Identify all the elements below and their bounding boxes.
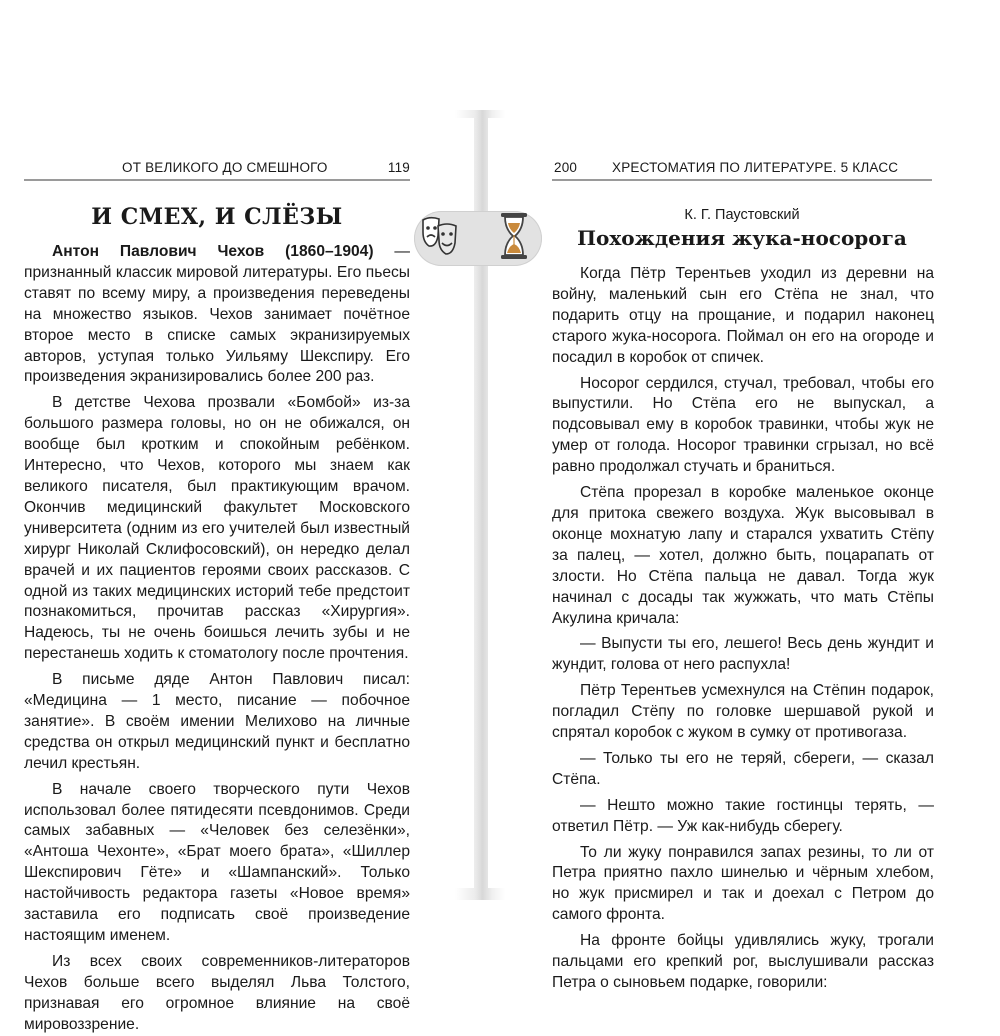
left-page [12, 118, 474, 1033]
left-body-text [24, 242, 410, 1036]
right-paragraph-2: Носорог сердился, стучал, требовал, чтобы его выпустили. Но Стёпа его не выпускал, а подсовывал ему в коробок травинки, чтобы жук не умер от голода. Носорог травинки сгрызал, но всё равно продолжал стучать и браниться. [552, 374, 934, 476]
left-heading: И СМЕХ, И СЛЁЗЫ [91, 204, 343, 230]
right-paragraph-4: — Выпусти ты его, лешего! Весь день жундит и жундит, голова от него распухла! [552, 635, 934, 674]
right-header-rule [552, 179, 932, 181]
left-header-rule [24, 179, 410, 181]
right-paragraph-6: — Только ты его не теряй, сбереги, — сказал Стёпа. [552, 749, 934, 788]
right-running-head [554, 158, 932, 178]
right-paragraph-5: Пётр Терентьев усмехнулся на Стёпин подарок, погладил Стёпу по головке шершавой рукой и спрятал коробок с жуком в сумку от противогаза. [552, 682, 934, 742]
story-title: Похождения жука-носорога [577, 226, 907, 250]
left-paragraph-5: Из всех своих современников-литераторов Чехов больше всего выделял Льва Толстого, признавая его огромное влияние на своё мировоззрение. [24, 952, 410, 1033]
left-paragraph-4: В начале своего творческого пути Чехов использовал более пятидесяти псевдонимов. Среди самых забавных — «Человек без селезёнки», «Антоша Чехонте», «Брат моего брата», «Шиллер Шекспирович Гёте» и «Шампанский». Только настойчивость редактора газеты «Новое время» заставила его подписать своё произведение настоящим именем. [24, 780, 410, 944]
right-page [488, 118, 968, 991]
left-running-head [24, 158, 410, 178]
right-paragraph-7: — Нешто можно такие гостинцы терять, — ответил Пётр. — Уж как-нибудь сберегу. [552, 796, 934, 835]
left-paragraph-2: В детстве Чехова прозвали «Бомбой» из-за большого размера головы, но он не обижался, он вообще был кротким и спокойным ребёнком. Интересно, что Чехов, которого мы знаем как великого писателя, был практикующим врачом. Окончив медицинский факультет Московского университета (одним из его учителей был известный хирург Николай Склифосовский), он нередко делал врачей и их пациентов героями своих рассказов. С одной из таких медицинских историй тебе предстоит познакомиться, прочитав рассказ «Хирургия». Надеюсь, ты не очень боишься лечить зубы и не перестанешь ходить к стоматологу после прочтения. [24, 394, 410, 663]
right-body-text [552, 264, 934, 994]
right-paragraph-8: То ли жуку понравился запах резины, то ли от Петра приятно пахло шинелью и чёрным хлебом, но жук присмирел и так и доехал с Петром до самого фронта. [552, 843, 934, 924]
author-name-bold: Антон Павлович Чехов (1860–1904) [52, 243, 374, 260]
hourglass-icon [497, 211, 531, 261]
left-paragraph-1 [24, 242, 410, 388]
theatre-masks-icon [420, 214, 460, 258]
left-paragraph-3: В письме дяде Антон Павлович писал: «Медицина — 1 место, писание — побочное занятие». В своём имении Мелихово на личные средства он открыл медицинский пункт и бесплатно лечил крестьян. [24, 671, 410, 772]
right-paragraph-3: Стёпа прорезал в коробке маленькое оконце для притока свежего воздуха. Жук высовывал в оконце мохнатую лапу и старался ухватить Стёпу за палец, — хотел, должно быть, поцарапать от злости. Но Стёпа пальца не давал. Тогда жук начинал с досады так жужжать, что мать Стёпы Акулина кричала: [552, 484, 934, 627]
right-running-title: ХРЕСТОМАТИЯ ПО ЛИТЕРАТУРЕ. 5 КЛАСС [612, 160, 899, 175]
left-page-number: 119 [387, 160, 410, 175]
left-paragraph-1-rest: — признанный классик мировой литературы. Его пьесы ставят по всему миру, а произведения переведены на множество языков. Чехов занимает почётное второе место в списке самых экранизируемых авторов, уступая только Уильяму Шекспиру. Его произведения экранизировались более 200 раз. [24, 243, 410, 386]
left-running-title: ОТ ВЕЛИКОГО ДО СМЕШНОГО [122, 160, 328, 175]
right-paragraph-9: На фронте бойцы удивлялись жуку, трогали пальцами его крепкий рог, выслушивали рассказ Петра о сыновьем подарке, говорили: [552, 932, 934, 991]
right-page-number: 200 [554, 160, 578, 175]
right-paragraph-1: Когда Пётр Терентьев уходил из деревни на войну, маленький сын его Стёпа не знал, что подарить отцу на прощание, и подарил наконец старого жука-носорога. Поймал он его на огороде и посадил в коробок от спичек. [552, 265, 934, 366]
story-author: К. Г. Паустовский [684, 207, 800, 223]
